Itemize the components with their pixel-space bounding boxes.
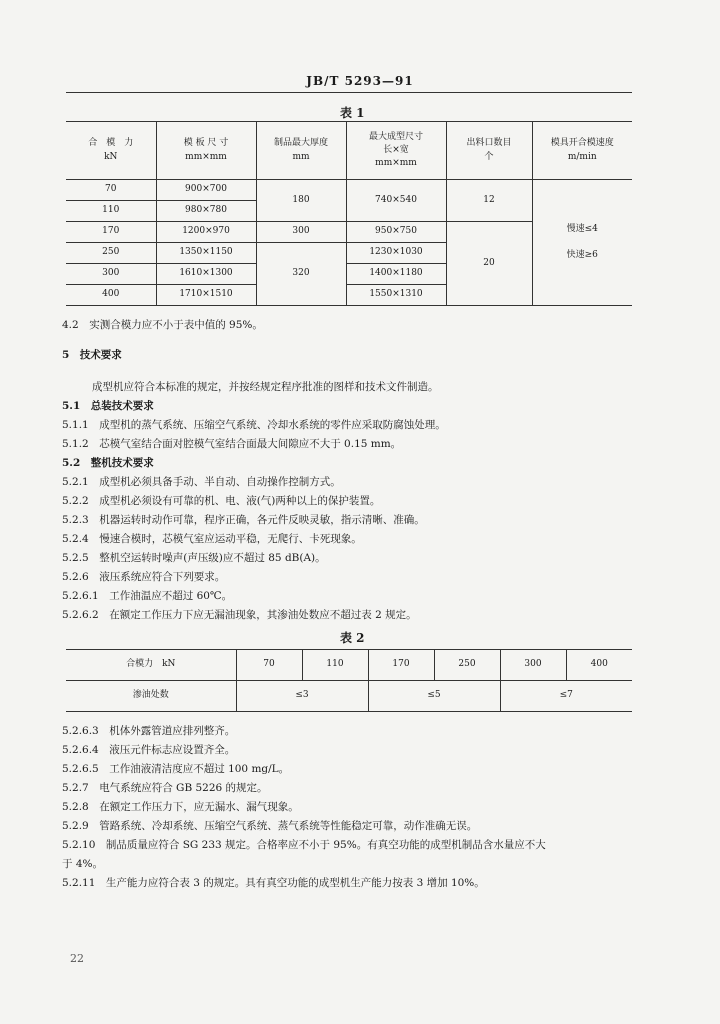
clause-5-2-6-2: 5.2.6.2 在额定工作压力下应无漏油现象，其渗油处数应不超过表 2 规定。	[62, 609, 417, 621]
outlets-cell: 12	[446, 180, 532, 222]
clause-5-2-8: 5.2.8 在额定工作压力下，应无漏水、漏气现象。	[62, 801, 299, 813]
table2-count-cell: ≤3	[236, 681, 368, 712]
table1-header-outlets: 出料口数目 个	[446, 122, 532, 180]
table2-caption: 表 2	[340, 631, 365, 645]
thickness-cell: 320	[256, 243, 346, 306]
thickness-cell: 300	[256, 222, 346, 243]
plate-cell: 900×700	[156, 180, 256, 201]
table1-header-row	[66, 122, 632, 180]
clause-5-1: 5.1 总装技术要求	[62, 400, 154, 412]
clause-5-2-9: 5.2.9 管路系统、冷却系统、压缩空气系统、蒸气系统等性能稳定可靠，动作准确无误。	[62, 820, 478, 832]
table1-caption: 表 1	[340, 106, 365, 120]
force-cell: 110	[66, 201, 156, 222]
force-cell: 170	[66, 222, 156, 243]
maxsize-cell: 950×750	[346, 222, 446, 243]
table2-force-cell: 110	[302, 650, 368, 681]
clause-5-2-2: 5.2.2 成型机必须设有可靠的机、电、液(气)两种以上的保护装置。	[62, 495, 381, 507]
clause-5-2-11: 5.2.11 生产能力应符合表 3 的规定。具有真空功能的成型机生产能力按表 3 增加 10%。	[62, 877, 485, 889]
clause-5-1-1: 5.1.1 成型机的蒸气系统、压缩空气系统、冷却水系统的零件应采取防腐蚀处理。	[62, 419, 446, 431]
standard-number: JB/T 5293—91	[306, 74, 414, 88]
section-5-heading: 5 技术要求	[62, 349, 122, 361]
clause-5-2-4: 5.2.4 慢速合模时，芯模气室应运动平稳，无爬行、卡死现象。	[62, 533, 362, 545]
clause-5-2-6: 5.2.6 液压系统应符合下列要求。	[62, 571, 226, 583]
table-row	[66, 180, 632, 201]
table1-header-speed: 模具开合模速度 m/min	[532, 122, 632, 180]
speed-cell: 慢速≤4 快速≥6	[532, 180, 632, 306]
table2-count-cell: ≤5	[368, 681, 500, 712]
table1-header-maxsize: 最大成型尺寸 长×宽 mm×mm	[346, 122, 446, 180]
plate-cell: 1610×1300	[156, 264, 256, 285]
clause-5-2-3: 5.2.3 机器运转时动作可靠，程序正确，各元件反映灵敏，指示清晰、准确。	[62, 514, 425, 526]
clause-5-2-6-5: 5.2.6.5 工作油液清洁度应不超过 100 mg/L。	[62, 763, 290, 775]
outlets-cell: 20	[446, 222, 532, 306]
table2-force-cell: 250	[434, 650, 500, 681]
clause-5-1-2: 5.1.2 芯模气室结合面对腔模气室结合面最大间隙应不大于 0.15 mm。	[62, 438, 402, 450]
clause-5-2-7: 5.2.7 电气系统应符合 GB 5226 的规定。	[62, 782, 268, 794]
table2-force-cell: 70	[236, 650, 302, 681]
clause-5-2-6-3: 5.2.6.3 机体外露管道应排列整齐。	[62, 725, 236, 737]
maxsize-cell: 740×540	[346, 180, 446, 222]
plate-cell: 980×780	[156, 201, 256, 222]
table2-force-row	[66, 650, 632, 681]
header-rule	[66, 92, 632, 93]
table2-force-cell: 400	[566, 650, 632, 681]
plate-cell: 1710×1510	[156, 285, 256, 306]
table2-count-cell: ≤7	[500, 681, 632, 712]
clause-4-2: 4.2 实测合模力应不小于表中值的 95%。	[62, 319, 263, 331]
clause-5-2-1: 5.2.1 成型机必须具备手动、半自动、自动操作控制方式。	[62, 476, 341, 488]
clause-5-2-6-1: 5.2.6.1 工作油温应不超过 60℃。	[62, 590, 233, 602]
table1-header-plate: 模 板 尺 寸 mm×mm	[156, 122, 256, 180]
table2-force-cell: 300	[500, 650, 566, 681]
clause-5-2-5: 5.2.5 整机空运转时噪声(声压级)应不超过 85 dB(A)。	[62, 552, 326, 564]
force-cell: 300	[66, 264, 156, 285]
table2-count-row	[66, 681, 632, 712]
force-cell: 250	[66, 243, 156, 264]
maxsize-cell: 1550×1310	[346, 285, 446, 306]
table2-force-cell: 170	[368, 650, 434, 681]
clause-5-2-10-line2: 于 4%。	[62, 858, 103, 870]
force-cell: 400	[66, 285, 156, 306]
force-cell: 70	[66, 180, 156, 201]
clause-5-2-10-line1: 5.2.10 制品质量应符合 SG 233 规定。合格率应不小于 95%。有真空功能的成型机制品含水量应不大	[62, 839, 546, 851]
maxsize-cell: 1400×1180	[346, 264, 446, 285]
table2-count-label: 渗油处数	[66, 681, 236, 712]
table1-header-force: 合 模 力 kN	[66, 122, 156, 180]
maxsize-cell: 1230×1030	[346, 243, 446, 264]
clause-5-2: 5.2 整机技术要求	[62, 457, 154, 469]
table2	[66, 649, 632, 712]
thickness-cell: 180	[256, 180, 346, 222]
clause-5-2-6-4: 5.2.6.4 液压元件标志应设置齐全。	[62, 744, 236, 756]
section-5-intro: 成型机应符合本标准的规定，并按经规定程序批准的图样和技术文件制造。	[92, 381, 439, 393]
table2-force-label: 合模力 kN	[66, 650, 236, 681]
plate-cell: 1350×1150	[156, 243, 256, 264]
page-number: 22	[70, 952, 84, 965]
table1	[66, 121, 632, 306]
table1-header-thickness: 制品最大厚度 mm	[256, 122, 346, 180]
plate-cell: 1200×970	[156, 222, 256, 243]
